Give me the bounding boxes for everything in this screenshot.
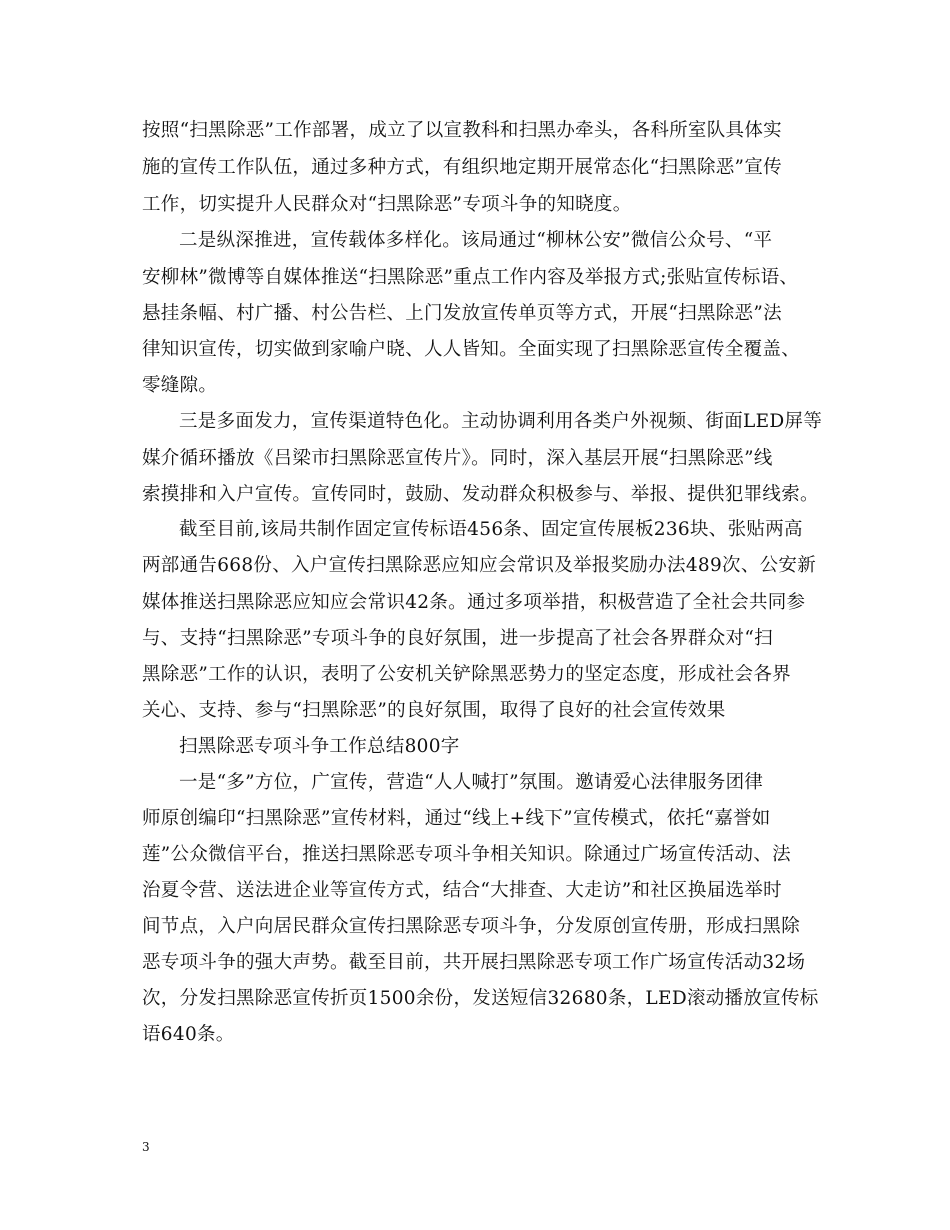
text-line-5: 安柳林”微博等自媒体推送“扫黑除恶”重点工作内容及举报方式;张贴宣传标语、 (142, 267, 799, 288)
page-number: 3 (142, 1140, 150, 1154)
text-line-3: 工作，切实提升人民群众对“扫黑除恶”专项斗争的知晓度。 (142, 194, 632, 215)
text-line-13: 两部通告668份、入户宣传扫黑除恶应知应会常识及举报奖励办法489次、公安新 (142, 555, 817, 576)
text-line-12: 截至目前,该局共制作固定宣传标语456条、固定宣传展板236块、张贴两高 (179, 519, 803, 540)
text-line-24: 恶专项斗争的强大声势。截至目前，共开展扫黑除恶专项工作广场宣传活动32场 (142, 952, 806, 973)
text-line-23: 间节点，入户向居民群众宣传扫黑除恶专项斗争，分发原创宣传册，形成扫黑除 (142, 916, 801, 937)
text-line-7: 律知识宣传，切实做到家喻户晓、人人皆知。全面实现了扫黑除恶宣传全覆盖、 (142, 339, 801, 360)
text-line-9: 三是多面发力，宣传渠道特色化。主动协调利用各类户外视频、街面LED屏等 (179, 411, 823, 432)
text-line-4: 二是纵深推进，宣传载体多样化。该局通过“柳林公安”微信公众号、“平 (179, 230, 773, 251)
text-line-22: 治夏令营、送法进企业等宣传方式，结合“大排查、大走访”和社区换届选举时 (142, 880, 782, 901)
text-line-14: 媒体推送扫黑除恶应知应会常识42条。通过多项举措，积极营造了全社会共同参 (142, 592, 806, 613)
text-line-2: 施的宣传工作队伍，通过多种方式，有组织地定期开展常态化“扫黑除恶”宣传 (142, 157, 782, 178)
text-line-6: 悬挂条幅、村广播、村公告栏、上门发放宣传单页等方式，开展“扫黑除恶”法 (142, 303, 782, 324)
text-line-21: 莲”公众微信平台，推送扫黑除恶专项斗争相关知识。除通过广场宣传活动、法 (142, 844, 791, 865)
text-line-8: 零缝隙。 (142, 375, 218, 396)
text-line-26: 语640条。 (142, 1024, 235, 1045)
text-line-19: 一是“多”方位，广宣传，营造“人人喊打”氛围。邀请爱心法律服务团律 (179, 772, 764, 793)
text-line-11: 索摸排和入户宣传。宣传同时，鼓励、发动群众积极参与、举报、提供犯罪线索。 (142, 484, 819, 505)
section-heading: 扫黑除恶专项斗争工作总结800字 (179, 736, 460, 757)
text-line-15: 与、支持“扫黑除恶”专项斗争的良好氛围，进一步提高了社会各界群众对“扫 (142, 628, 773, 649)
text-line-20: 师原创编印“扫黑除恶”宣传材料，通过“线上+线下”宣传模式，依托“嘉誉如 (142, 808, 771, 829)
text-line-10: 媒介循环播放《吕梁市扫黑除恶宣传片》。同时，深入基层开展“扫黑除恶”线 (142, 448, 773, 469)
text-line-25: 次，分发扫黑除恶宣传折页1500余份，发送短信32680条，LED滚动播放宣传标 (142, 988, 819, 1009)
text-line-17: 关心、支持、参与“扫黑除恶”的良好氛围，取得了良好的社会宣传效果 (142, 700, 726, 721)
text-line-16: 黑除恶”工作的认识，表明了公安机关铲除黑恶势力的坚定态度，形成社会各界 (142, 664, 791, 685)
text-line-1: 按照“扫黑除恶”工作部署，成立了以宣教科和扫黑办牵头，各科所室队具体实 (142, 120, 782, 141)
